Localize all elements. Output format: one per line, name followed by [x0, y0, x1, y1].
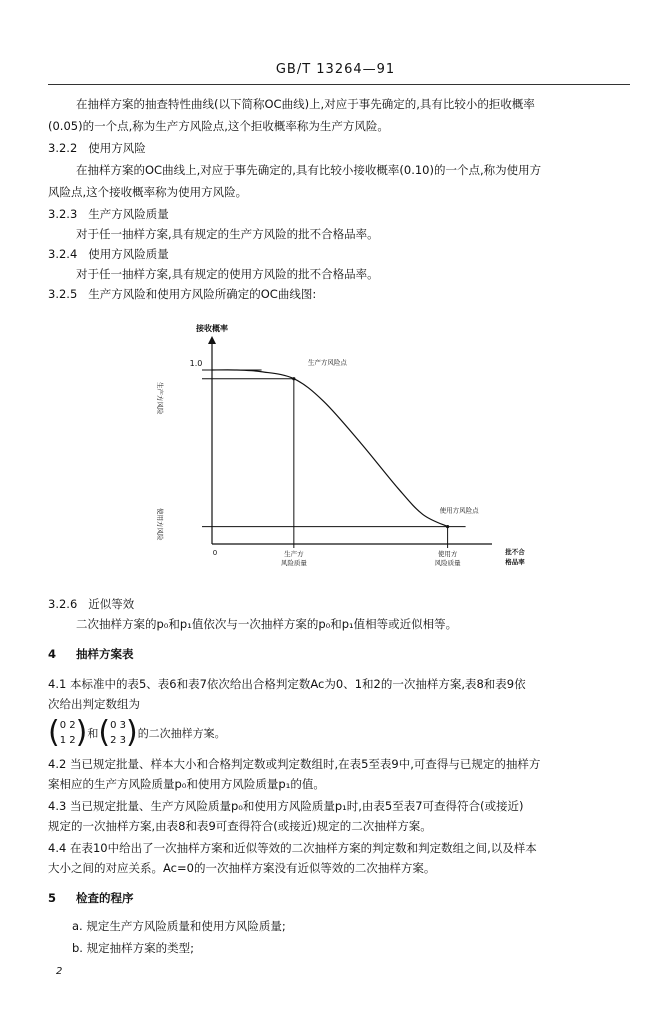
para-4-4-line1: 4.4 在表10中给出了一次抽样方案和近似等效的二次抽样方案的判定数和判定数组之间,以及样本 — [48, 841, 537, 855]
para-4-2-line1: 4.2 当已规定批量、样本大小和合格判定数或判定数组时,在表5至表9中,可查得与已规定的抽样方 — [48, 757, 541, 771]
producer-risk-axis-label: 生产方风险 — [156, 382, 164, 415]
section-3-2-6-heading — [48, 594, 134, 615]
bracket-left: ( — [48, 715, 60, 750]
para-producer-risk-line1: 在抽样方案的抽查特性曲线(以下简称OC曲线)上,对应于事先确定的,具有比较小的拒收概率 — [76, 97, 535, 111]
para-4-3-line1: 4.3 当已规定批量、生产方风险质量p₀和使用方风险质量p₁时,由表5至表7可查得符合(或接近) — [48, 799, 524, 813]
header-rule — [48, 84, 630, 85]
list-item-b: b. 规定抽样方案的类型; — [72, 941, 194, 955]
para-consumer-risk-line1: 在抽样方案的OC曲线上,对应于事先确定的,具有比较小接收概率(0.10)的一个点,称为使用方 — [76, 163, 542, 177]
section-title: 使用方风险质量 — [88, 247, 169, 261]
decision-number-matrices — [48, 716, 226, 750]
section-5-heading — [48, 890, 134, 906]
matrix-conjunction: 和 — [87, 727, 99, 740]
section-number: 3.2.5 — [48, 287, 78, 301]
section-title: 抽样方案表 — [76, 647, 134, 661]
section-3-2-5-heading — [48, 284, 316, 305]
section-title: 生产方风险和使用方风险所确定的OC曲线图: — [88, 287, 317, 301]
consumer-quality-label-line2: 风险质量 — [434, 559, 461, 567]
para-4-1-line1: 4.1 本标准中的表5、表6和表7依次给出合格判定数Ac为0、1和2的一次抽样方案,表8和表9依 — [48, 677, 526, 691]
section-3-2-4-heading — [48, 244, 169, 265]
para-4-3-line2: 规定的一次抽样方案,由表8和表9可查得符合(或接近)规定的二次抽样方案。 — [48, 819, 432, 833]
para-4-4-line2: 大小之间的对应关系。Ac=0的一次抽样方案没有近似等效的二次抽样方案。 — [48, 861, 436, 875]
section-number: 3.2.2 — [48, 141, 78, 155]
consumer-risk-point — [446, 525, 449, 528]
para-4-1-line2: 次给出判定数组为 — [48, 697, 140, 711]
consumer-risk-axis-label: 使用方风险 — [156, 508, 164, 541]
section-3-2-3-heading — [48, 204, 169, 225]
para-approx-equivalent: 二次抽样方案的p₀和p₁值依次与一次抽样方案的p₀和p₁值相等或近似相等。 — [76, 617, 458, 631]
producer-quality-label-line2: 风险质量 — [280, 559, 307, 567]
section-number: 4 — [48, 647, 57, 661]
bracket-right: ) — [125, 715, 138, 750]
matrix-tail-text: 的二次抽样方案。 — [137, 727, 226, 740]
section-number: 3.2.6 — [48, 597, 78, 611]
section-4-heading — [48, 646, 134, 662]
y-axis-arrow-icon — [208, 336, 216, 344]
section-title: 使用方风险 — [88, 141, 146, 155]
list-item-a: a. 规定生产方风险质量和使用方风险质量; — [72, 919, 286, 933]
section-number: 3.2.3 — [48, 207, 78, 221]
consumer-risk-point-label: 使用方风险点 — [439, 506, 479, 515]
page-number: 2 — [56, 966, 63, 977]
oc-curve-line — [212, 370, 448, 527]
y-tick-one: 1.0 — [189, 359, 203, 368]
standard-number-header: GB/T 13264—91 — [275, 62, 396, 77]
para-consumer-risk-line2: 风险点,这个接收概率称为使用方风险。 — [48, 185, 248, 199]
bracket-left: ( — [98, 715, 111, 750]
bracket-right: ) — [75, 715, 88, 750]
x-axis-label-line1: 批不合 — [505, 548, 525, 556]
y-axis-label: 接收概率 — [196, 324, 228, 333]
section-3-2-2-heading — [48, 138, 146, 159]
matrix-2: 0 3 2 3 — [110, 720, 126, 746]
x-origin-label: 0 — [212, 549, 218, 557]
section-number: 5 — [48, 891, 57, 905]
para-producer-quality: 对于任一抽样方案,具有规定的生产方风险的批不合格品率。 — [76, 227, 379, 241]
para-producer-risk-line2: (0.05)的一个点,称为生产方风险点,这个拒收概率称为生产方风险。 — [48, 119, 389, 133]
section-title: 生产方风险质量 — [88, 207, 169, 221]
producer-risk-point — [292, 377, 295, 380]
para-consumer-quality: 对于任一抽样方案,具有规定的使用方风险的批不合格品率。 — [76, 267, 379, 281]
section-title: 检查的程序 — [76, 891, 134, 905]
matrix-1: 0 2 1 2 — [59, 720, 76, 746]
section-title: 近似等效 — [88, 597, 135, 611]
consumer-quality-label-line1: 使用方 — [437, 550, 458, 558]
para-4-2-line2: 案相应的生产方风险质量p₀和使用方风险质量p₁的值。 — [48, 777, 325, 791]
x-axis-label-line2: 格品率 — [505, 558, 525, 566]
oc-curve-chart — [140, 318, 540, 580]
producer-risk-point-label: 生产方风险点 — [307, 358, 347, 367]
section-number: 3.2.4 — [48, 247, 78, 261]
producer-quality-label-line1: 生产方 — [284, 550, 304, 558]
